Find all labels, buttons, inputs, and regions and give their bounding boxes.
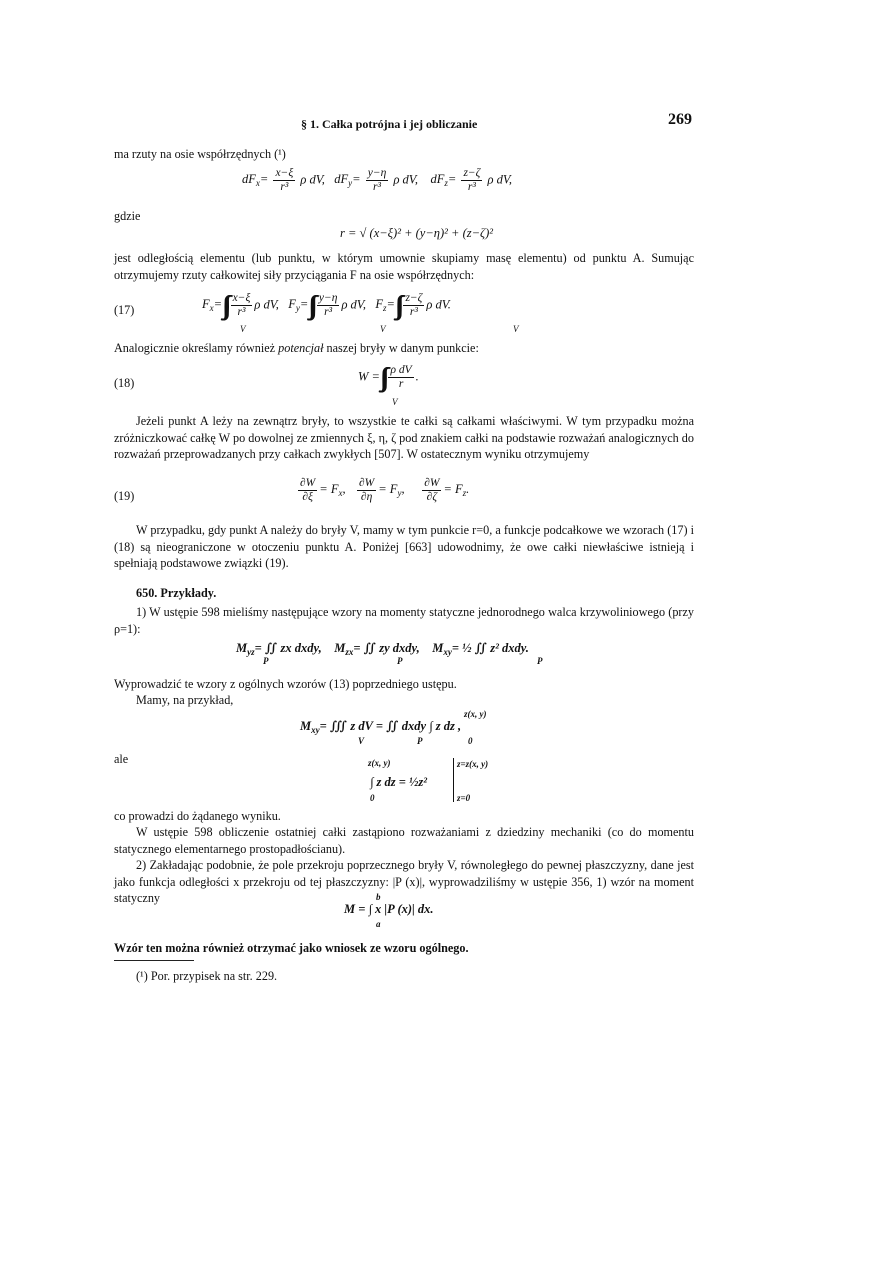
running-header: § 1. Całka potrójna i jej obliczanie bbox=[301, 117, 478, 131]
paragraph-2: Analogicznie określamy również potencjał naszej bryły w danym punkcie: bbox=[114, 341, 479, 355]
equation-17: $F_x=\int\int\int$ $\frac{x-\xi}{\text{r³}}$ ρ dV, $F_y=\int\int\int$ $\frac{y-\eta}{\text{r³}}$ ρ dV, $F_z=\int\int\int$ $\frac{z-\zeta}{\text{r³}}$ ρ dV. bbox=[202, 290, 451, 320]
section-650-heading: 650. Przykłady. bbox=[136, 586, 217, 600]
equation-dF: $dF_x=$ $\frac{x-\xi}{\text{r³}}$ ρ dV, $dF_y=$ $\frac{y-\eta}{\text{r³}}$ ρ dV, $dF_z=$ $\frac{z-\zeta}{\text{r³}}$ ρ dV, bbox=[242, 167, 512, 193]
paragraph-1: jest odległością elementu (lub punktu, w którym umownie skupiamy masę elementu) od punktu A. Sumując otrzymujemy rzuty całkowitej siły przyciągania F na osie współrzędnych: bbox=[114, 251, 694, 282]
equation-r: r = √ (x−ξ)² + (y−η)² + (z−ζ)² bbox=[340, 226, 494, 240]
conclusion-line: co prowadzi do żądanego wyniku. bbox=[114, 809, 281, 823]
paragraph-5: W ustępie 598 obliczenie ostatniej całki zastąpiono rozważaniami z dziedziny mechaniki (co do momentu statycznego elementarnego prostopadłościanu). bbox=[114, 825, 694, 856]
ale-label: ale bbox=[114, 752, 129, 766]
mxy-domain-V: V bbox=[358, 736, 365, 746]
final-remark: Wzór ten można również otrzymać jako wniosek ze wzoru ogólnego. bbox=[114, 941, 469, 955]
m-upper-limit: b bbox=[376, 892, 381, 902]
paragraph-3: Jeżeli punkt A leży na zewnątrz bryły, to wszystkie te całki są całkami właściwymi. W tym przypadku można zróżniczkować całkę W po dowolnej ze zmiennych ξ, η, ζ pod znakiem całki na podstawie rozważań analogicznych do rozważań przeprowadzanych przy całkach zwykłych [507]. W ostatecznym wyniku otrzymujemy bbox=[114, 414, 694, 461]
equation-moments: $M_{yz}=$ ∬ zx dxdy, $M_{zx}=$ ∬ zy dxdy, $M_{xy}=$ ½ ∬ z² dxdy. bbox=[236, 641, 529, 657]
zdz-bar-top: z=z(x, y) bbox=[457, 759, 489, 769]
eq19-label: (19) bbox=[114, 489, 135, 503]
moment-domain-1: P bbox=[263, 656, 269, 666]
equation-zdz: ∫ z dz = ½z² bbox=[370, 775, 428, 789]
equation-Mxy: $M_{xy}=$ ∭ z dV = ∬ dxdy ∫ z dz , bbox=[300, 719, 462, 735]
footnote-rule bbox=[114, 960, 194, 961]
intro-line: ma rzuty na osie współrzędnych (¹) bbox=[114, 147, 286, 161]
moment-domain-2: P bbox=[397, 656, 403, 666]
paragraph-4: W przypadku, gdy punkt A należy do bryły V, mamy w tym punkcie r=0, a funkcje podcałkowe we wzorach (17) i (18) są nieograniczone w otoczeniu punktu A. Poniżej [663] udowodnimy, że owe całki niewłaściwe istnieją i spełniają podstawowe związki (19). bbox=[114, 523, 694, 570]
zdz-upper-limit: z(x, y) bbox=[368, 758, 391, 768]
moment-domain-3: P bbox=[537, 656, 543, 666]
mxy-domain-P: P bbox=[417, 736, 423, 746]
zdz-bar-bottom: z=0 bbox=[457, 793, 471, 803]
evaluation-bar bbox=[453, 758, 454, 802]
eq17-label: (17) bbox=[114, 303, 135, 317]
eq17-domain-3: V bbox=[513, 324, 519, 334]
footnote: (¹) Por. przypisek na str. 229. bbox=[136, 969, 278, 983]
m-lower-limit: a bbox=[376, 919, 381, 929]
eq18-label: (18) bbox=[114, 376, 135, 390]
equation-M: M = ∫ x |P (x)| dx. bbox=[344, 902, 434, 916]
derive-instruction: Wyprowadzić te wzory z ogólnych wzorów (13) poprzedniego ustępu. bbox=[114, 677, 457, 691]
gdzie-label: gdzie bbox=[114, 209, 141, 223]
example-2: 2) Zakładając podobnie, że pole przekroju poprzecznego bryły V, równoległego do pewnej płaszczyzny, dane jest jako funkcja odległości x przekroju od tej płaszczyzny: |P (x)|, wyprowadziliśmy w ustępie 356, 1) wzór na moment statyczny bbox=[114, 858, 694, 905]
equation-18: W =∫∫∫ $\frac{\text{ρ dV}}{r}$ . bbox=[358, 362, 419, 392]
mxy-upper-limit: z(x, y) bbox=[464, 709, 487, 719]
mxy-lower-limit: 0 bbox=[468, 736, 473, 746]
example-1: 1) W ustępie 598 mieliśmy następujące wzory na momenty statyczne jednorodnego walca krzywoliniowego (przy ρ=1): bbox=[114, 605, 694, 636]
eq17-domain-2: V bbox=[380, 324, 386, 334]
eq18-domain: V bbox=[392, 397, 398, 407]
eq17-domain-1: V bbox=[240, 324, 246, 334]
zdz-lower-limit: 0 bbox=[370, 793, 375, 803]
equation-19: $\frac{\partial W}{\partial\xi}$ = $F_x$, $\frac{\partial W}{\partial\eta}$ = $F_y$, $\frac{\partial W}{\partial\zeta}$ = $F_z$. bbox=[300, 477, 470, 503]
page-number: 269 bbox=[668, 111, 692, 128]
mamy-line: Mamy, na przykład, bbox=[136, 693, 234, 707]
